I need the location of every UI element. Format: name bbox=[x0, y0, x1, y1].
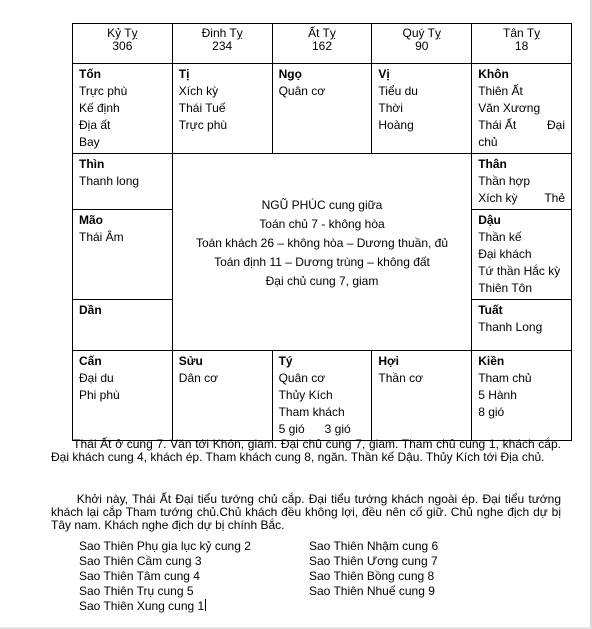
center-line: Toán chủ 7 - không hòa bbox=[259, 217, 385, 231]
header-cell-at-ty bbox=[272, 24, 372, 64]
star-line: Sao Thiên Phụ gia lục kỷ cung 2 bbox=[79, 539, 251, 553]
palace-line: Bay bbox=[79, 135, 100, 149]
palace-dan bbox=[73, 300, 173, 351]
palace-line: Địa ất bbox=[79, 118, 111, 132]
palace-line: 5 Hành bbox=[478, 388, 517, 402]
header-row bbox=[73, 24, 572, 64]
header-value: 162 bbox=[311, 39, 332, 53]
center-line: NGŨ PHÚC cung giữa bbox=[261, 198, 383, 212]
palace-line: Đại du bbox=[79, 371, 114, 385]
palace-than bbox=[472, 154, 572, 210]
palace-name: Cấn bbox=[79, 354, 102, 368]
palace-ty bbox=[272, 351, 372, 441]
palace-line: Tiểu du bbox=[378, 84, 418, 98]
palace-tuat bbox=[472, 300, 572, 351]
palace-name: Mão bbox=[79, 213, 103, 227]
palace-name: Kiền bbox=[478, 354, 505, 368]
header-name: Quý Tỵ bbox=[402, 26, 442, 40]
palace-suu bbox=[172, 351, 272, 441]
header-value: 234 bbox=[212, 39, 233, 53]
palace-name: Sửu bbox=[178, 354, 203, 368]
header-value: 18 bbox=[514, 39, 529, 53]
palace-line-justified bbox=[478, 190, 565, 207]
palace-line: Trực phù bbox=[178, 118, 228, 132]
palace-name: Dần bbox=[79, 303, 102, 317]
paragraph-2: Khởi này, Thái Ất Đại tiểu tướng chủ cắp. Đại tiểu tướng khách ngoài ép. Đại tiểu tướng khách lại cắp Tham tướng chủ.Chủ khách đều không lợi, đều nên cố giữ. Chủ nghe địch dự bị Tây nam. Khách nghe địch dự bị chính Bắc. bbox=[51, 492, 565, 532]
palace-ton bbox=[73, 64, 173, 154]
thai-at-chart-table bbox=[72, 23, 572, 441]
palace-line: Quân cơ bbox=[278, 371, 326, 385]
palace-line: Thanh long bbox=[79, 174, 140, 188]
palace-name: Ngọ bbox=[278, 67, 302, 81]
header-name: Đinh Tỵ bbox=[201, 26, 243, 40]
palace-line-justified bbox=[478, 117, 565, 134]
paragraph-1: Thái Ất ở cung 7. Văn tới Khôn, giam. Đại chủ cung 7, giam. Tham chủ cung 1, khách cắp. Đại khách cung 4, khách ép. Tham khách cung 8, ngăn. Thần kế Dậu. Thủy Kích tới Địa chủ. bbox=[51, 437, 565, 464]
palace-line: Thời bbox=[378, 101, 403, 115]
palace-line: Thái Âm bbox=[79, 230, 124, 244]
palace-kien bbox=[472, 351, 572, 441]
palace-line: 8 gió bbox=[478, 405, 505, 419]
palace-line-gio bbox=[279, 421, 366, 438]
palace-khon bbox=[472, 64, 572, 154]
palace-line-part: Đại bbox=[546, 118, 565, 132]
stars-list-left bbox=[79, 539, 251, 614]
palace-line-part: Xích kỳ bbox=[478, 191, 518, 205]
header-name: Ất Tỵ bbox=[308, 26, 336, 40]
palace-name: Khôn bbox=[478, 67, 509, 81]
palace-line: Thần kế bbox=[478, 230, 522, 244]
header-cell-tan-ty bbox=[472, 24, 572, 64]
palace-ti bbox=[172, 64, 272, 154]
text-cursor bbox=[205, 599, 206, 611]
palace-name: Tuất bbox=[478, 303, 503, 317]
palace-thin bbox=[73, 154, 173, 210]
palace-line: Thần cơ bbox=[378, 371, 423, 385]
header-value: 306 bbox=[112, 39, 133, 53]
palace-name: Tý bbox=[278, 354, 293, 368]
palace-line: Xích kỳ bbox=[178, 84, 219, 98]
palace-line: Thủy Kích bbox=[278, 388, 333, 402]
palace-line: Tham khách bbox=[278, 405, 345, 419]
palace-line: Thiên Ất bbox=[478, 84, 523, 98]
palace-line: Hoàng bbox=[378, 118, 414, 132]
palace-name: Hợi bbox=[378, 354, 399, 368]
palace-line: Thái Tuế bbox=[178, 101, 226, 115]
center-line: Toán định 11 – Dương trùng – không đất bbox=[214, 255, 430, 269]
center-line: Toán khách 26 – không hòa – Dương thuần, đủ bbox=[195, 236, 449, 250]
header-name: Tân Tỵ bbox=[503, 26, 541, 40]
palace-line: Văn Xương bbox=[478, 101, 541, 115]
palace-name: Thân bbox=[478, 157, 507, 171]
palace-line: Tham chủ bbox=[478, 371, 532, 385]
palace-name: Vị bbox=[378, 67, 390, 81]
palace-line: chủ bbox=[478, 135, 498, 149]
palace-name: Tị bbox=[178, 67, 190, 81]
center-line: Đại chủ cung 7, giam bbox=[265, 274, 379, 288]
palace-line: Thần hợp bbox=[478, 174, 531, 188]
star-line: Sao Thiên Bồng cung 8 bbox=[309, 569, 435, 583]
palace-line: Thiên Tôn bbox=[478, 281, 532, 295]
palace-mao bbox=[73, 210, 173, 300]
star-line-last bbox=[79, 599, 251, 614]
palace-line: Tứ thần Hắc kỳ bbox=[478, 264, 561, 278]
palace-line: Đại khách bbox=[478, 247, 532, 261]
palace-name: Tốn bbox=[79, 67, 101, 81]
palace-line: Quân cơ bbox=[278, 84, 326, 98]
star-line: Sao Thiên Ương cung 7 bbox=[309, 554, 438, 568]
palace-line: Trực phù bbox=[79, 84, 128, 98]
palace-name: Dậu bbox=[478, 213, 501, 227]
palace-line-part: 3 gió bbox=[324, 422, 351, 436]
palace-line-part: Thái Ất bbox=[478, 118, 517, 132]
palace-line: Thanh Long bbox=[478, 320, 543, 334]
palace-line: Kế định bbox=[79, 101, 120, 115]
palace-row-top bbox=[73, 64, 572, 154]
palace-vi bbox=[372, 64, 472, 154]
palace-can bbox=[73, 351, 173, 441]
palace-line-part: 5 gió bbox=[278, 422, 305, 436]
star-line: Sao Thiên Nhậm cung 6 bbox=[309, 539, 439, 553]
star-line: Sao Thiên Cầm cung 3 bbox=[79, 554, 202, 568]
header-value: 90 bbox=[415, 39, 429, 53]
palace-dau bbox=[472, 210, 572, 300]
header-cell-dinh-ty bbox=[172, 24, 272, 64]
header-name: Kỷ Tỵ bbox=[107, 26, 138, 40]
star-line: Sao Thiên Trụ cung 5 bbox=[79, 584, 194, 598]
center-palace bbox=[172, 154, 471, 351]
header-cell-quy-ty bbox=[372, 24, 472, 64]
palace-line-part: Thẻ bbox=[544, 191, 565, 205]
palace-ngo bbox=[272, 64, 372, 154]
stars-list-right bbox=[309, 539, 438, 599]
palace-hoi bbox=[372, 351, 472, 441]
header-cell-ky-ty bbox=[73, 24, 173, 64]
palace-line: Dân cơ bbox=[178, 371, 219, 385]
star-line: Sao Thiên Nhuế cung 9 bbox=[309, 584, 435, 598]
palace-row-bottom bbox=[73, 351, 572, 441]
palace-row-thin bbox=[73, 154, 572, 210]
palace-line: Phi phù bbox=[79, 388, 120, 402]
star-line: Sao Thiên Tâm cung 4 bbox=[79, 569, 200, 583]
palace-name: Thìn bbox=[79, 157, 105, 171]
star-line-text: Sao Thiên Xung cung 1 bbox=[79, 599, 205, 613]
